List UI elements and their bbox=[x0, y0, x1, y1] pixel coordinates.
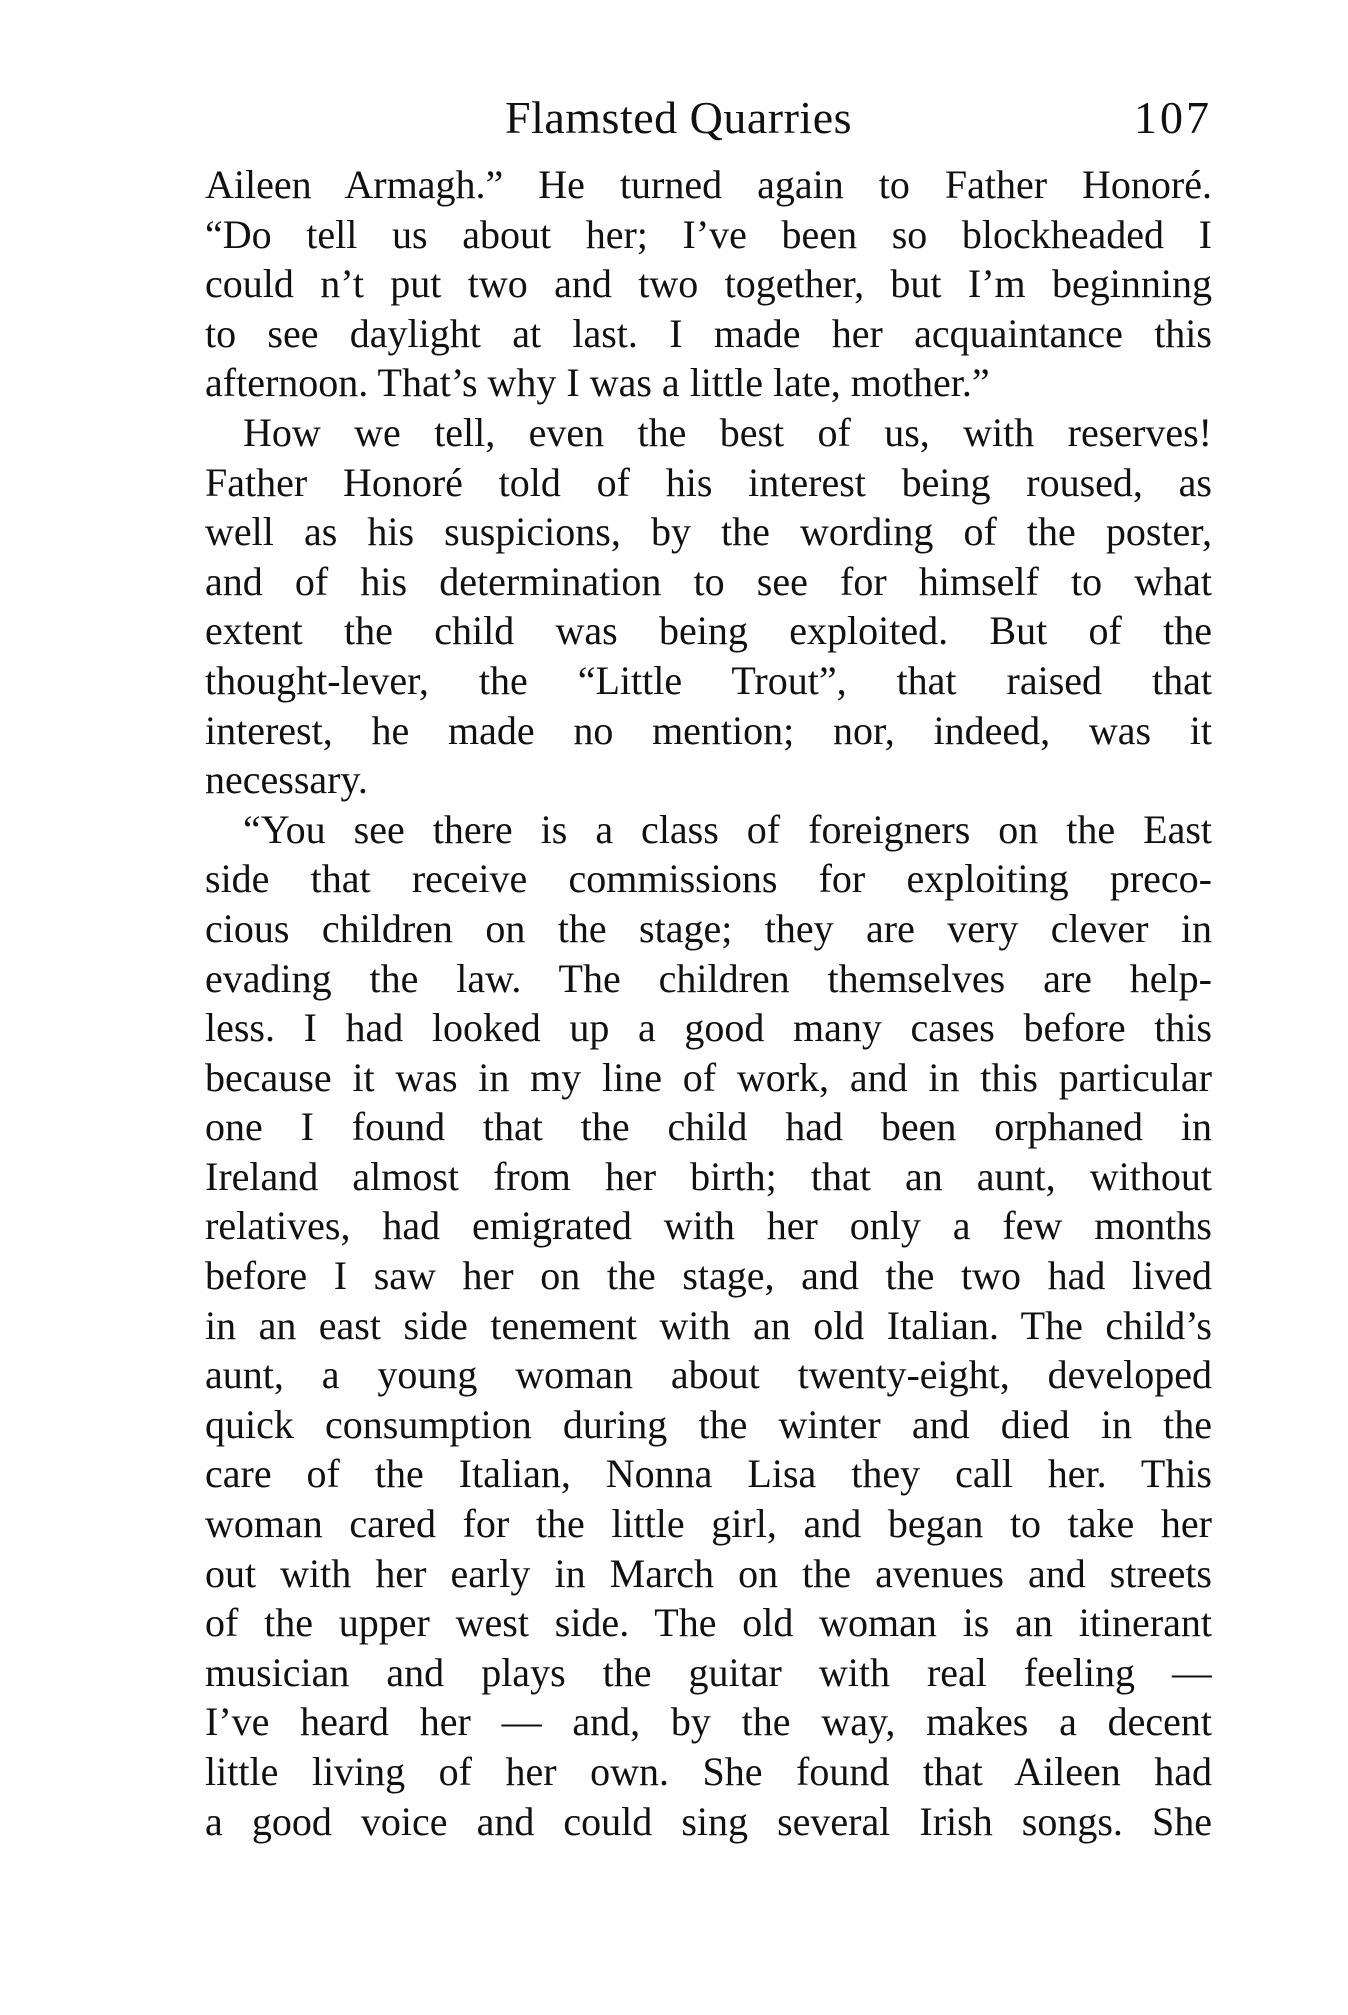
text-line: well as his suspicions, by the wording of the poster, bbox=[205, 509, 1212, 555]
page-number: 107 bbox=[1134, 92, 1212, 143]
text-line: because it was in my line of work, and in this particular bbox=[205, 1054, 1212, 1100]
text-line: aunt, a young woman about twenty-eight, developed bbox=[205, 1352, 1212, 1398]
text-line: out with her early in March on the avenues and streets bbox=[205, 1550, 1212, 1596]
body-text bbox=[205, 160, 1212, 1846]
text-line: evading the law. The children themselves are help- bbox=[205, 955, 1212, 1001]
text-line: woman cared for the little girl, and began to take her bbox=[205, 1501, 1212, 1547]
text-line: to see daylight at last. I made her acquaintance this bbox=[205, 310, 1212, 356]
text-line: musician and plays the guitar with real feeling — bbox=[205, 1649, 1212, 1695]
text-line: relatives, had emigrated with her only a few months bbox=[205, 1203, 1212, 1249]
text-line: before I saw her on the stage, and the two had lived bbox=[205, 1253, 1212, 1299]
text-line: Father Honoré told of his interest being roused, as bbox=[205, 459, 1212, 505]
text-line: necessary. bbox=[205, 757, 368, 803]
text-line: “Do tell us about her; I’ve been so blockheaded I bbox=[205, 211, 1212, 257]
text-line: little living of her own. She found that Aileen had bbox=[205, 1749, 1212, 1794]
text-line: could n’t put two and two together, but I’m beginning bbox=[205, 261, 1212, 307]
text-line: one I found that the child had been orphaned in bbox=[205, 1104, 1212, 1150]
text-line: interest, he made no mention; nor, indeed, was it bbox=[205, 707, 1212, 753]
text-line: “You see there is a class of foreigners on the East bbox=[243, 806, 1212, 852]
running-title: Flamsted Quarries bbox=[505, 92, 853, 143]
text-line: cious children on the stage; they are very clever in bbox=[205, 905, 1212, 951]
text-line: How we tell, even the best of us, with reserves! bbox=[243, 409, 1212, 455]
running-head bbox=[205, 88, 1212, 148]
text-line: in an east side tenement with an old Italian. The child’s bbox=[205, 1302, 1212, 1348]
text-line: less. I had looked up a good many cases before this bbox=[205, 1005, 1212, 1051]
text-line: afternoon. That’s why I was a little late, mother.” bbox=[205, 360, 990, 406]
text-line: I’ve heard her — and, by the way, makes a decent bbox=[205, 1699, 1212, 1745]
text-line: a good voice and could sing several Irish songs. She bbox=[205, 1798, 1212, 1844]
text-line: of the upper west side. The old woman is an itinerant bbox=[205, 1600, 1212, 1646]
text-line: and of his determination to see for himself to what bbox=[205, 558, 1212, 604]
text-line: quick consumption during the winter and died in the bbox=[205, 1401, 1212, 1447]
text-line: thought-lever, the “Little Trout”, that raised that bbox=[205, 657, 1212, 703]
text-line: Aileen Armagh.” He turned again to Father Honoré. bbox=[205, 162, 1212, 207]
text-line: care of the Italian, Nonna Lisa they call her. This bbox=[205, 1451, 1212, 1497]
text-line: extent the child was being exploited. But of the bbox=[205, 608, 1212, 654]
text-line: side that receive commissions for exploiting preco- bbox=[205, 856, 1212, 902]
text-line: Ireland almost from her birth; that an aunt, without bbox=[205, 1153, 1212, 1199]
